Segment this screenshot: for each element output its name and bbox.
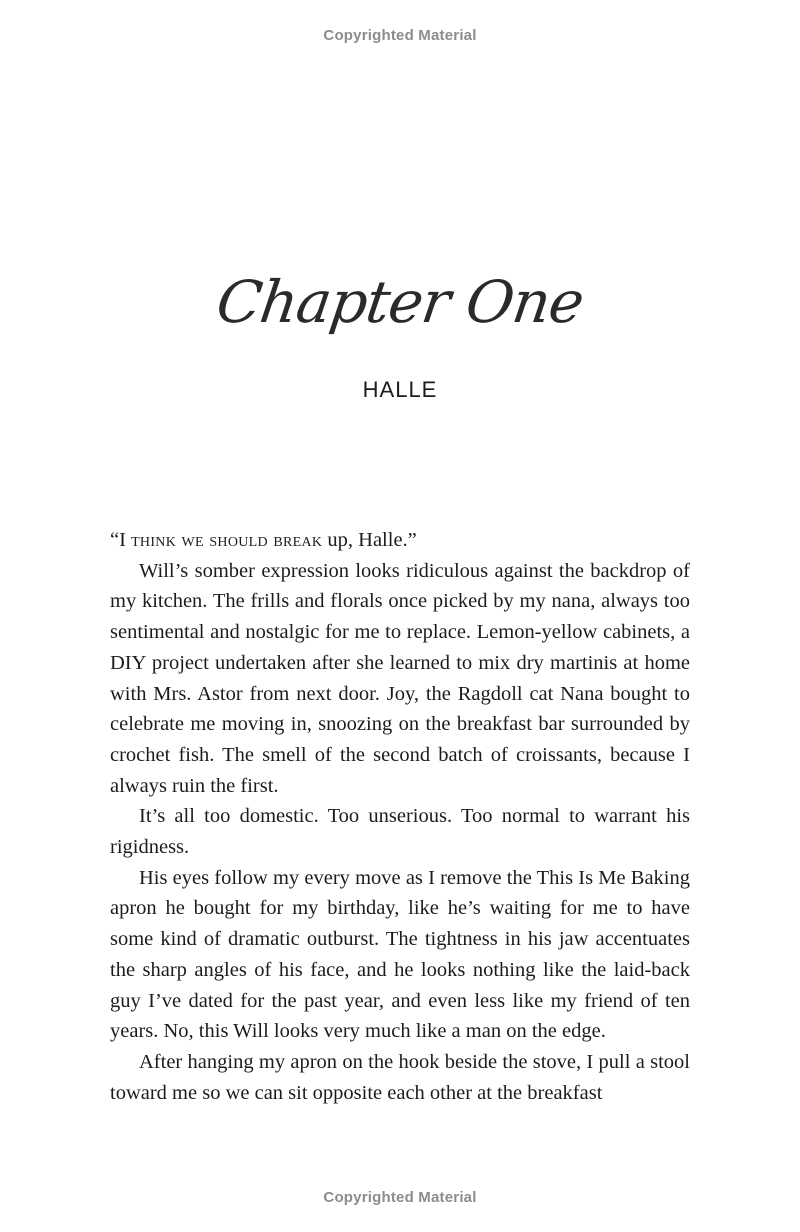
opening-quote: “I [110,529,132,551]
paragraph-4: His eyes follow my every move as I remove the This Is Me Baking apron he bought for my birthday, like he’s waiting for me to have some kind of dramatic outburst. The tightness in his jaw accentuates the sharp angles of his face, and he looks nothing like the laid-back guy I’ve dated for the past year, and even less like my friend of ten years. No, this Will looks very much like a man on the edge. [110,866,690,1043]
pov-character-name: HALLE [362,377,438,402]
opening-rest: up, Halle.” [322,529,417,551]
chapter-body-text [110,525,690,1108]
paragraph-3: It’s all too domestic. Too unserious. Too normal to warrant his rigidness. [110,805,690,859]
copyright-watermark-bottom: Copyrighted Material [323,1189,477,1206]
opening-smallcaps: think we should break [131,529,323,551]
paragraph-1 [110,525,690,556]
copyright-watermark-top: Copyrighted Material [323,27,477,44]
paragraph-5: After hanging my apron on the hook beside the stove, I pull a stool toward me so we can sit opposite each other at the breakfast [110,1050,690,1104]
chapter-title: Chapter One [212,268,588,336]
paragraph-2: Will’s somber expression looks ridiculous against the backdrop of my kitchen. The frills and florals once picked by my nana, always too sentimental and nostalgic for me to replace. Lemon-yellow cabinets, a DIY project undertaken after she learned to mix dry martinis at home with Mrs. Astor from next door. Joy, the Ragdoll cat Nana bought to celebrate me moving in, snoozing on the breakfast bar surrounded by crochet fish. The smell of the second batch of croissants, because I always ruin the first. [110,559,690,797]
